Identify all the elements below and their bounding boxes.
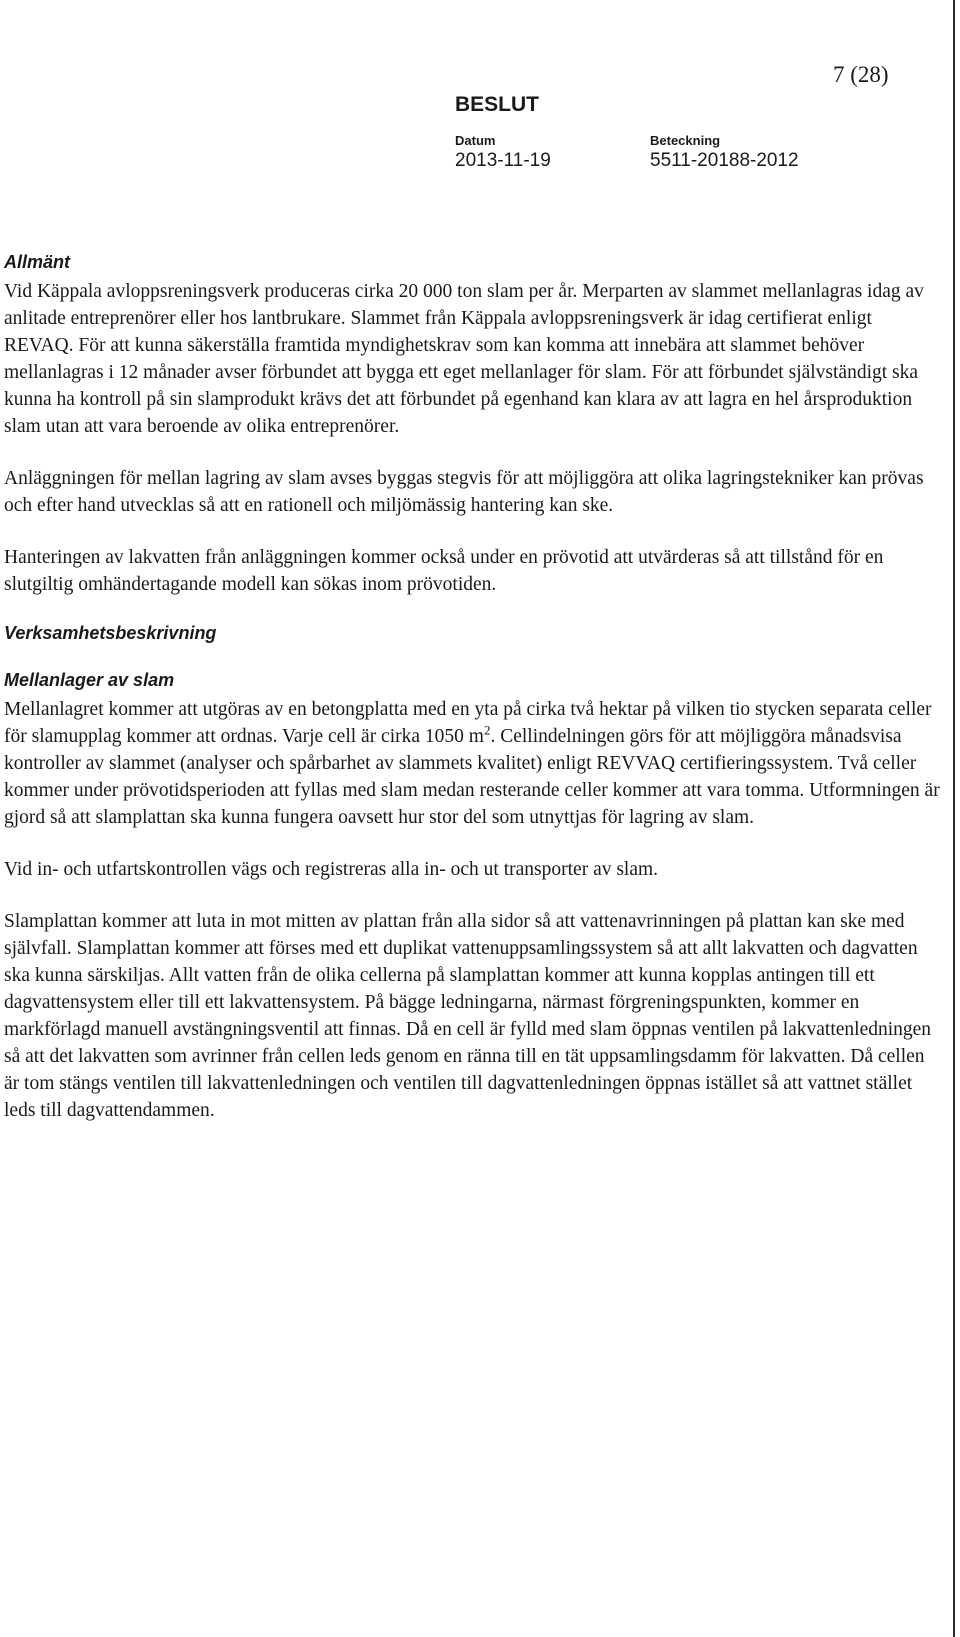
paragraph-verksamhet-1-text-a: Mellanlagret kommer att utgöras av en betongplatta med en yta på cirka två hektar på vilken tio stycken separata celler för slamupplag kommer att ordnas. Varje cell är cirka 1050 m (4, 699, 932, 747)
document-type: BESLUT (455, 93, 539, 116)
reference-label: Beteckning (650, 133, 721, 148)
section-heading-verksamhet: Verksamhetsbeskrivning (4, 623, 217, 643)
paragraph-verksamhet-1-text-b: . Cellindelningen görs för att möjliggöra månadsvisa kontroller av slammet (analyser och spårbarhet av slammets kvalitet) enligt REVVAQ certifieringssystem. Två celler kommer under prövotidsperioden att fyllas med slam medan resterande celler kommer att vara tomma. Utformningen är gjord så att slamplattan ska kunna fungera oavsett hur stor del som utnyttjas för lagring av slam. (4, 726, 940, 828)
page-edge-rule (953, 0, 955, 1637)
paragraph-allmant-1: Vid Käppala avloppsreningsverk produceras cirka 20 000 ton slam per år. Merparten av slammet mellanlagras idag av anlitade entreprenörer eller hos lantbrukare. Slammet från Käppala avloppsreningsverk är idag certifierat enligt REVAQ. För att kunna säkerställa framtida myndighetskrav som kan komma att innebära att slammet behöver mellanlagras i 12 månader avser förbundet att bygga ett eget mellanlager för slam. För att förbundet självständigt ska kunna ha kontroll på sin slamprodukt krävs det att förbundet på egenhand kan klara av att lagra en hel årsproduktion slam utan att vara beroende av olika entreprenörer. (4, 281, 924, 437)
superscript-squared: 2 (483, 722, 491, 738)
document-body (4, 250, 944, 1124)
paragraph-verksamhet-3: Slamplattan kommer att luta in mot mitten av plattan från alla sidor så att vattenavrinningen på plattan kan ske med självfall. Slamplattan kommer att förses med ett duplikat vattenuppsamlingssystem så att allt lakvatten och dagvatten ska kunna särskiljas. Allt vatten från de olika cellerna på slamplattan kommer att kunna kopplas antingen till ett dagvattensystem eller till ett lakvattensystem. På bägge ledningarna, närmast förgreningspunkten, kommer en markförlagd manuell avstängningsventil att finnas. Då en cell är fylld med slam öppnas ventilen på lakvattenledningen så att det lakvatten som avrinner från cellen leds genom en ränna till en tät uppsamlingsdamm för lakvatten. Då cellen är tom stängs ventilen till lakvattenledningen och ventilen till dagvattenledningen öppnas istället så att vattnet stället leds till dagvattendammen. (4, 911, 932, 1121)
paragraph-allmant-2: Anläggningen för mellan lagring av slam avses byggas stegvis för att möjliggöra att olika lagringstekniker kan prövas och efter hand utvecklas så att en rationell och miljömässig hantering kan ske. (4, 468, 924, 516)
section-heading-allmant: Allmänt (4, 252, 71, 272)
paragraph-verksamhet-2: Vid in- och utfartskontrollen vägs och registreras alla in- och ut transporter av slam. (4, 859, 659, 880)
reference-value: 5511-20188-2012 (650, 150, 799, 171)
date-label: Datum (455, 133, 496, 148)
date-block (455, 133, 551, 173)
page-number: 7 (28) (833, 62, 889, 87)
paragraph-allmant-3: Hanteringen av lakvatten från anläggningen kommer också under en prövotid att utvärderas så att tillstånd för en slutgiltig omhändertagande modell kan sökas inom prövotiden. (4, 547, 884, 595)
date-value: 2013-11-19 (455, 150, 551, 171)
reference-block (650, 133, 799, 173)
subheading-mellanlager: Mellanlager av slam (4, 670, 175, 690)
paragraph-verksamhet-1 (4, 696, 944, 831)
